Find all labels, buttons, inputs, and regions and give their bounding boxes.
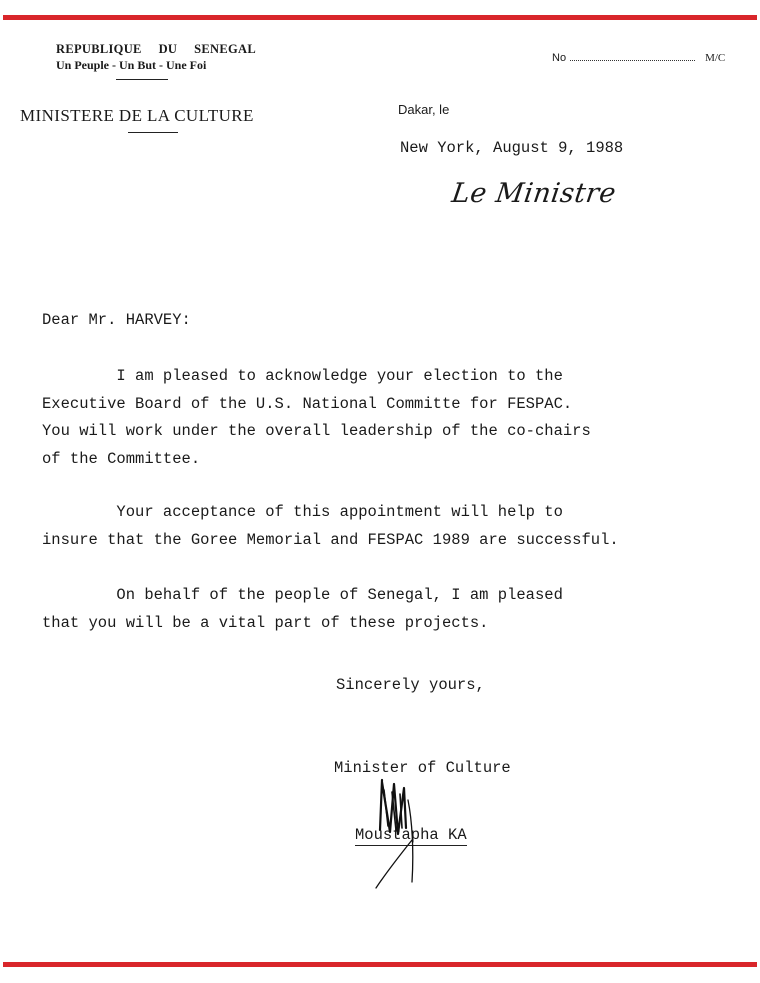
top-red-rule [3,15,757,20]
reference-dotted-line [570,50,695,61]
ministry-title: MINISTERE DE LA CULTURE [20,106,254,125]
reference-suffix: M/C [705,52,726,64]
handwritten-signature [360,770,450,895]
motto-underline [116,79,168,80]
paragraph: On behalf of the people of Senegal, I am pleased that you will be a vital part of these projects. [42,586,563,632]
reference-number-field [552,50,725,64]
signer-title: Minister of Culture [334,759,511,777]
reference-label: No [552,52,567,64]
place-label: Dakar, le [398,102,450,117]
paragraph: Your acceptance of this appointment will help to insure that the Goree Memorial and FESPAC 1989 are successful. [42,503,619,549]
bottom-red-rule [3,962,757,967]
republic-name [56,41,256,57]
ministry-underline [128,132,178,133]
letter-date: New York, August 9, 1988 [400,139,624,157]
signer-name: Moustapha KA [355,826,467,844]
republic-word: REPUBLIQUE [56,42,142,56]
closing: Sincerely yours, [336,676,485,694]
paragraph: I am pleased to acknowledge your election to the Executive Board of the U.S. National Committe for FESPAC. You will work under the overall leadership of the co-chairs of the Committee. [42,367,591,468]
letterhead-title: Le Ministre [449,178,619,209]
republic-word: SENEGAL [194,42,256,56]
salutation: Dear Mr. HARVEY: [42,311,191,329]
republic-header [56,41,256,80]
republic-word: DU [158,42,178,56]
national-motto: Un Peuple - Un But - Une Foi [56,58,207,72]
